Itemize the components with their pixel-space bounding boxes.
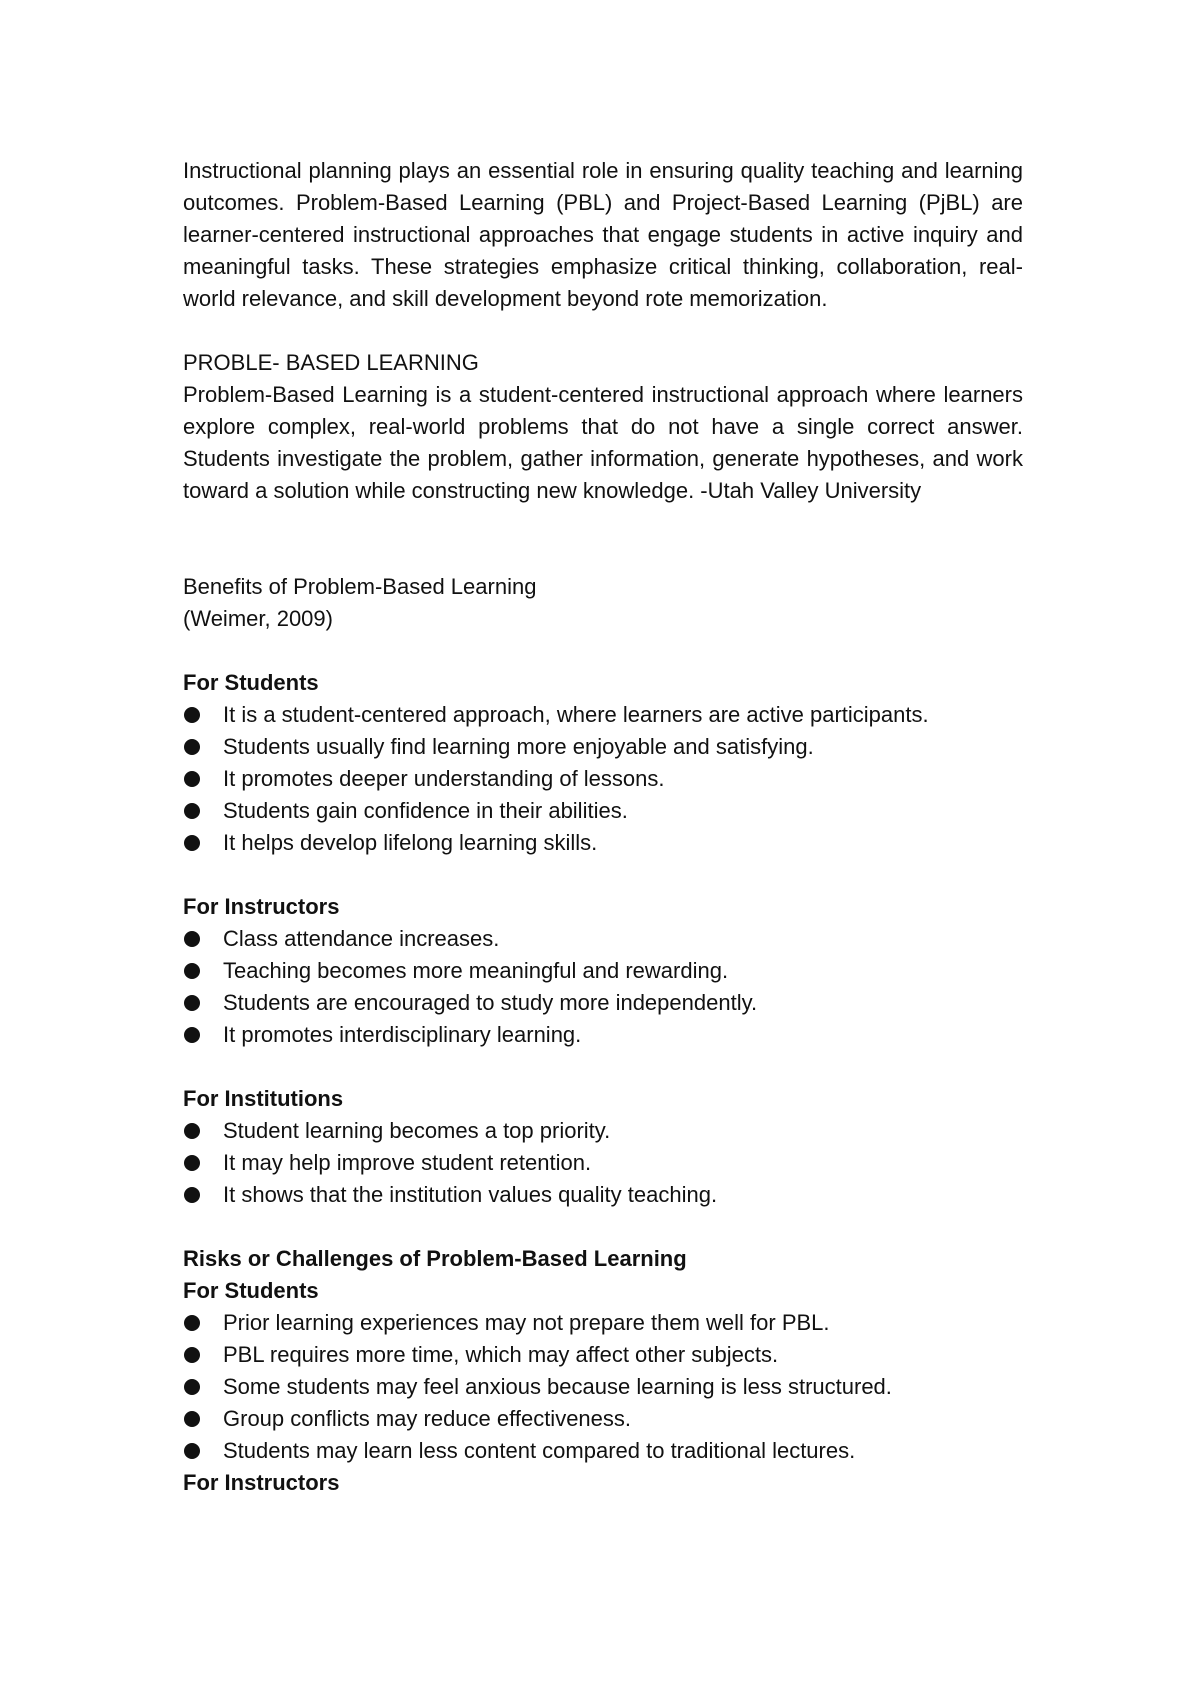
benefits-instructors-list xyxy=(183,923,1023,1051)
risks-instructors-heading: For Instructors xyxy=(183,1470,340,1495)
bullet-icon xyxy=(184,1379,200,1395)
bullet-icon xyxy=(184,1187,200,1203)
list-item: It helps develop lifelong learning skills. xyxy=(183,827,1023,859)
list-item: PBL requires more time, which may affect other subjects. xyxy=(183,1339,1023,1371)
pbl-heading: PROBLE- BASED LEARNING xyxy=(183,350,479,375)
list-item: Students are encouraged to study more independently. xyxy=(183,987,1023,1019)
list-item: It promotes interdisciplinary learning. xyxy=(183,1019,1023,1051)
list-item: It is a student-centered approach, where learners are active participants. xyxy=(183,699,1023,731)
bullet-icon xyxy=(184,1411,200,1427)
benefits-students-heading: For Students xyxy=(183,670,319,695)
benefits-institutions-heading: For Institutions xyxy=(183,1086,344,1111)
list-item: Some students may feel anxious because learning is less structured. xyxy=(183,1371,1023,1403)
benefits-students-list xyxy=(183,699,1023,859)
list-item: Prior learning experiences may not prepare them well for PBL. xyxy=(183,1307,1023,1339)
document-page xyxy=(183,155,1023,1499)
benefits-title: Benefits of Problem-Based Learning xyxy=(183,574,537,599)
bullet-icon xyxy=(184,707,200,723)
risks-students-list xyxy=(183,1307,1023,1467)
bullet-icon xyxy=(184,739,200,755)
list-item: It promotes deeper understanding of lessons. xyxy=(183,763,1023,795)
list-item: Teaching becomes more meaningful and rewarding. xyxy=(183,955,1023,987)
bullet-icon xyxy=(184,835,200,851)
list-item: Student learning becomes a top priority. xyxy=(183,1115,1023,1147)
bullet-icon xyxy=(184,1155,200,1171)
bullet-icon xyxy=(184,1027,200,1043)
bullet-icon xyxy=(184,931,200,947)
risks-title: Risks or Challenges of Problem-Based Learning xyxy=(183,1246,687,1271)
benefits-instructors-heading: For Instructors xyxy=(183,894,340,919)
risks-students-heading: For Students xyxy=(183,1278,319,1303)
list-item: Class attendance increases. xyxy=(183,923,1023,955)
list-item: Group conflicts may reduce effectiveness. xyxy=(183,1403,1023,1435)
benefits-citation: (Weimer, 2009) xyxy=(183,606,333,631)
intro-paragraph: Instructional planning plays an essential role in ensuring quality teaching and learning outcomes. Problem-Based Learning (PBL) and Project-Based Learning (PjBL) are learner-centered instructional approaches that engage students in active inquiry and meaningful tasks. These strategies emphasize critical thinking, collaboration, real-world relevance, and skill development beyond rote memorization. xyxy=(183,158,1023,311)
bullet-icon xyxy=(184,771,200,787)
benefits-institutions-list xyxy=(183,1115,1023,1211)
bullet-icon xyxy=(184,963,200,979)
bullet-icon xyxy=(184,1443,200,1459)
list-item: It shows that the institution values quality teaching. xyxy=(183,1179,1023,1211)
pbl-definition: Problem-Based Learning is a student-centered instructional approach where learners explore complex, real-world problems that do not have a single correct answer. Students investigate the problem, gather information, generate hypotheses, and work toward a solution while constructing new knowledge. -Utah Valley University xyxy=(183,382,1023,503)
list-item: Students usually find learning more enjoyable and satisfying. xyxy=(183,731,1023,763)
bullet-icon xyxy=(184,995,200,1011)
list-item: It may help improve student retention. xyxy=(183,1147,1023,1179)
list-item: Students gain confidence in their abilities. xyxy=(183,795,1023,827)
bullet-icon xyxy=(184,1123,200,1139)
bullet-icon xyxy=(184,1347,200,1363)
bullet-icon xyxy=(184,803,200,819)
bullet-icon xyxy=(184,1315,200,1331)
list-item: Students may learn less content compared to traditional lectures. xyxy=(183,1435,1023,1467)
